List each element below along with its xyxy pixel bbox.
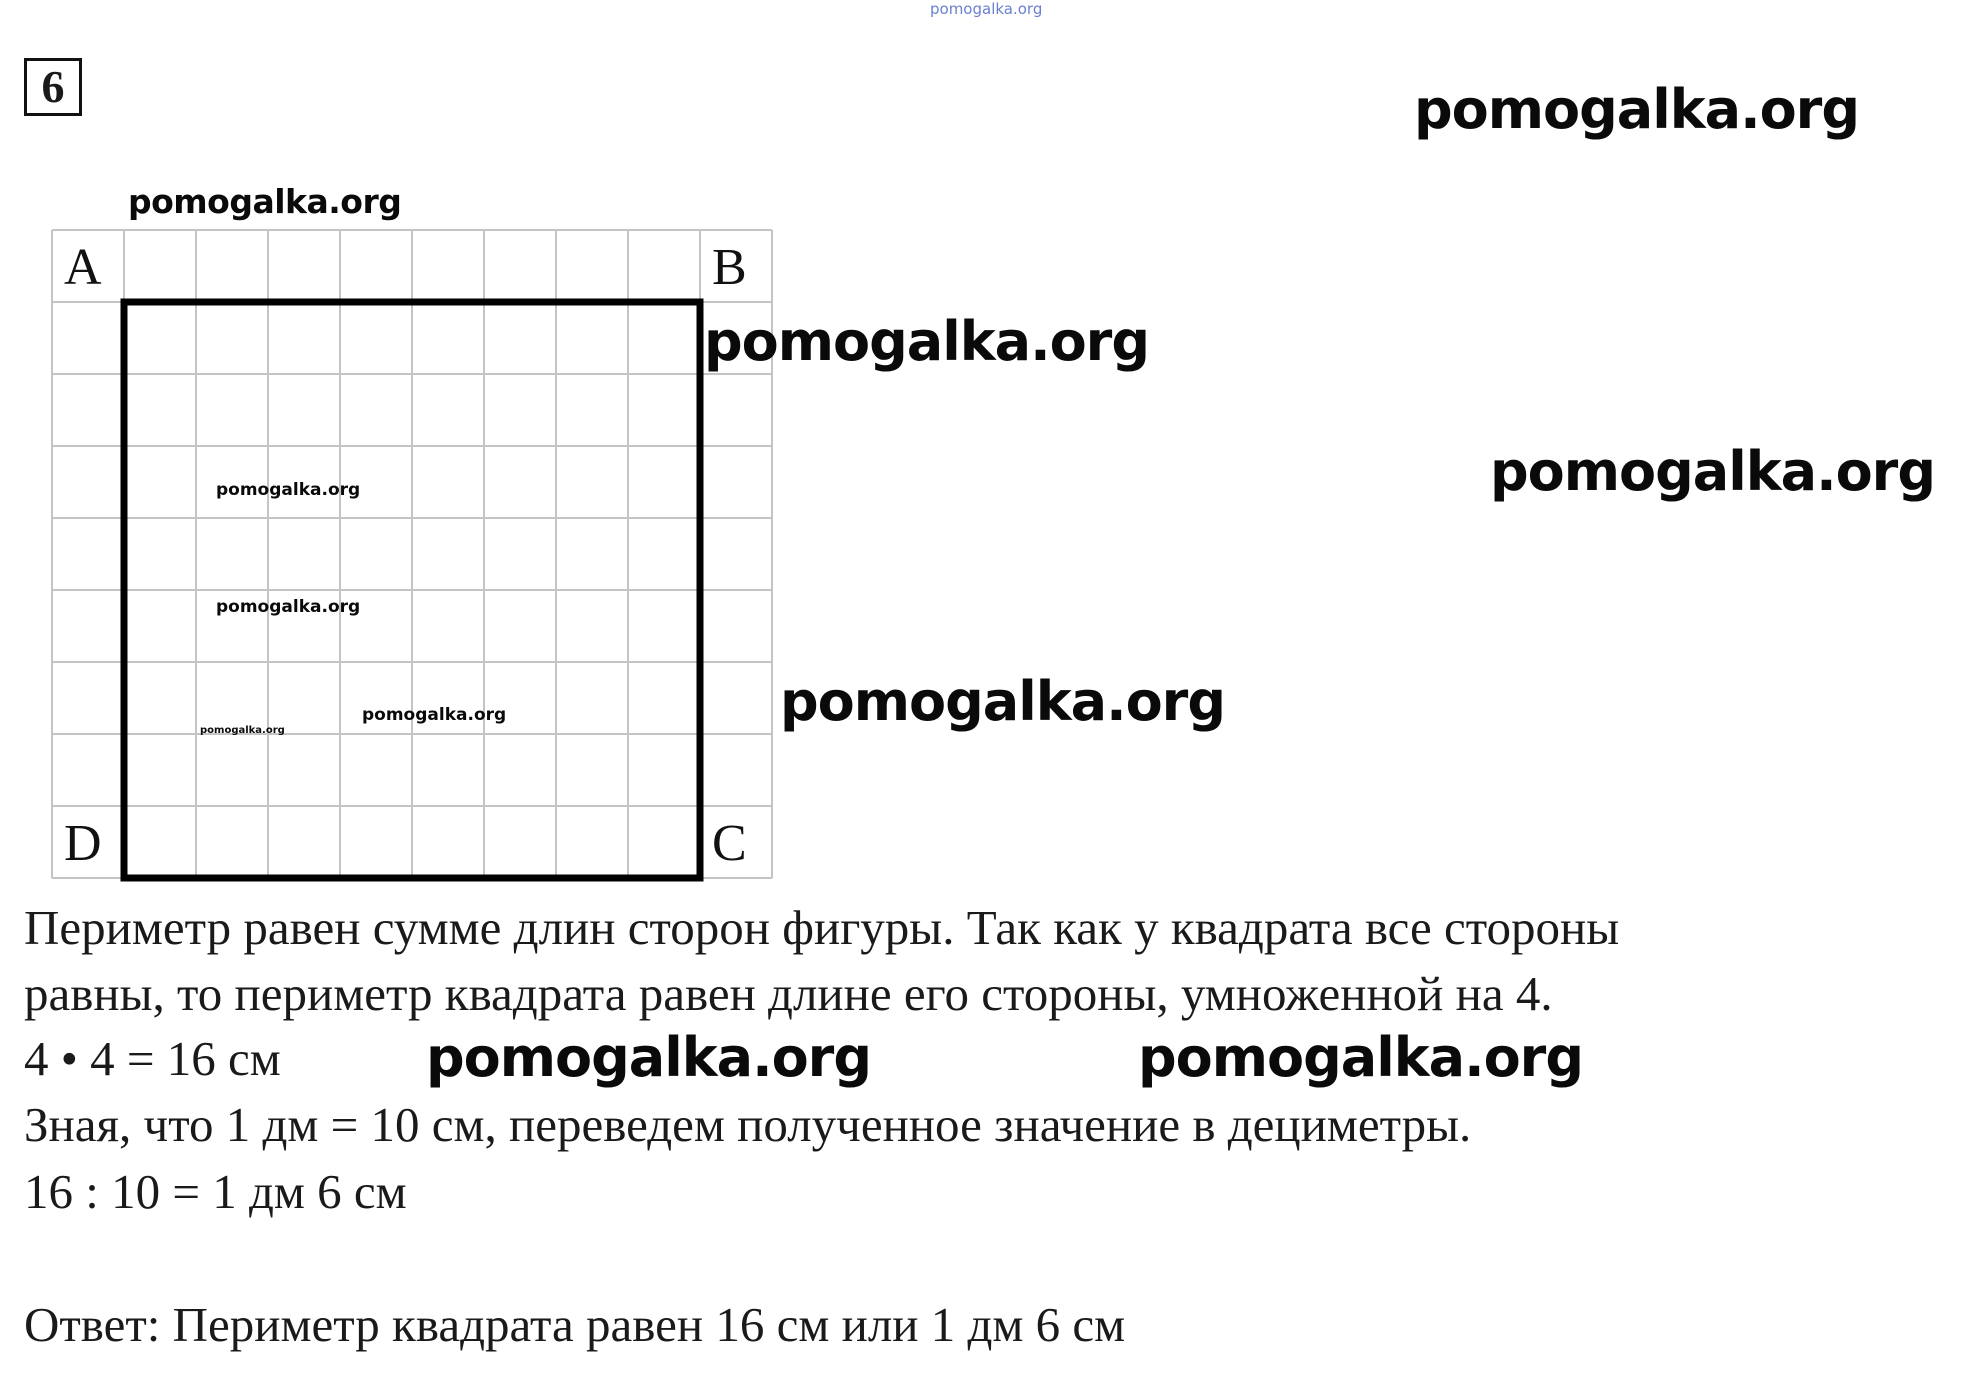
watermark-top-right: pomogalka.org — [1414, 78, 1859, 141]
corner-label-a: A — [64, 239, 102, 296]
corner-label-d: D — [64, 815, 102, 872]
watermark-in-square-2: pomogalka.org — [216, 597, 361, 617]
watermark-above-grid: pomogalka.org — [128, 182, 402, 221]
watermark-right-of-grid-2: pomogalka.org — [780, 670, 1225, 733]
grid-lines — [52, 230, 772, 878]
watermark-bottom-1: pomogalka.org — [426, 1026, 871, 1089]
grid-figure — [50, 228, 776, 882]
task-number-box: 6 — [24, 58, 82, 116]
corner-label-c: C — [712, 815, 747, 872]
solution-line-4: Зная, что 1 дм = 10 см, переведем полученное значение в дециметры. — [24, 1097, 1472, 1152]
top-watermark: pomogalka.org — [930, 0, 1043, 18]
watermark-in-square-3: pomogalka.org — [200, 725, 285, 736]
watermark-bottom-2: pomogalka.org — [1138, 1026, 1583, 1089]
watermark-right-of-grid-1: pomogalka.org — [704, 310, 1149, 373]
watermark-in-square-1: pomogalka.org — [216, 480, 361, 500]
calculation-perimeter: 4 • 4 = 16 см — [24, 1031, 281, 1086]
solution-line-1: Периметр равен сумме длин сторон фигуры. Так как у квадрата все стороны — [24, 900, 1620, 955]
calculation-decimeters: 16 : 10 = 1 дм 6 см — [24, 1164, 407, 1219]
watermark-right-1: pomogalka.org — [1490, 440, 1935, 503]
answer-line: Ответ: Периметр квадрата равен 16 см или 1 дм 6 см — [24, 1297, 1126, 1352]
solution-line-2: равны, то периметр квадрата равен длине его стороны, умноженной на 4. — [24, 966, 1553, 1021]
corner-label-b: B — [712, 239, 747, 296]
watermark-in-square-4: pomogalka.org — [362, 705, 507, 725]
